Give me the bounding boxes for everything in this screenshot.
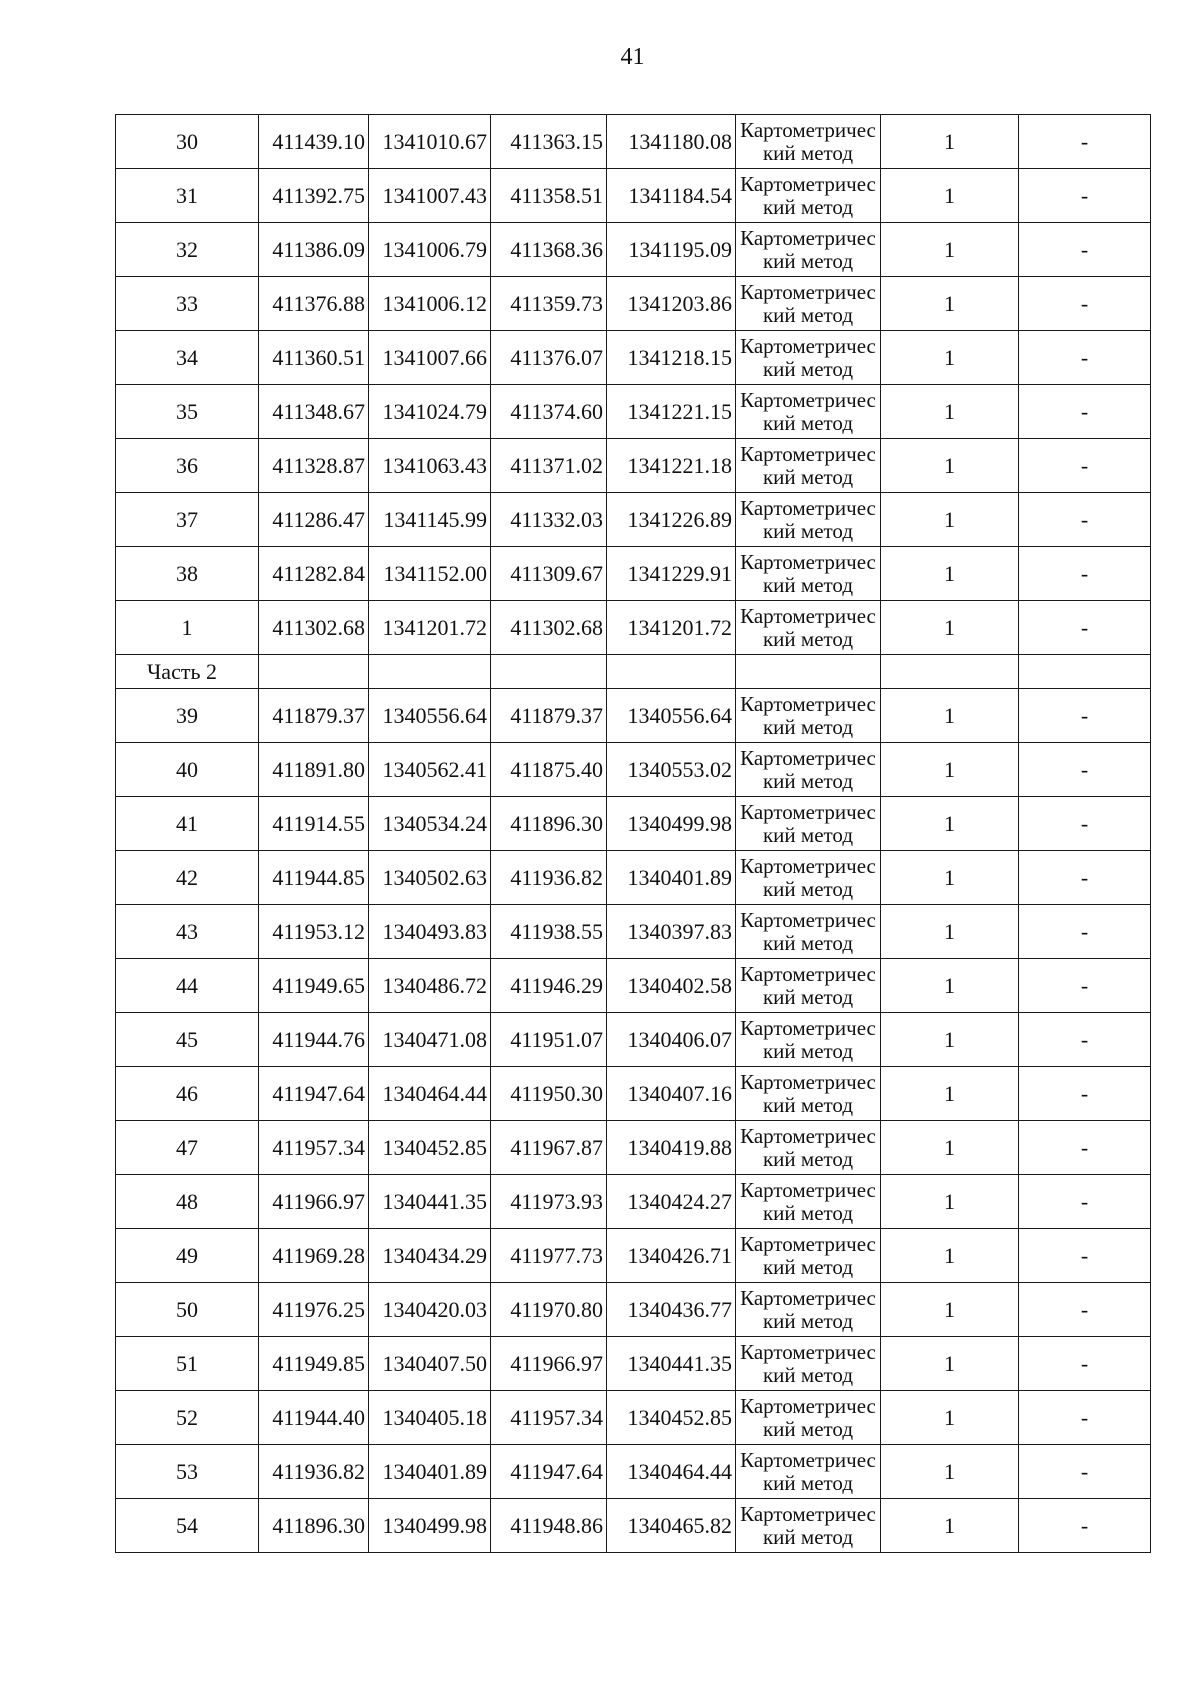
point-number-cell: 48 (116, 1175, 259, 1229)
coord-x-existing-cell: 411953.12 (259, 905, 369, 959)
table-row (116, 169, 1151, 223)
coord-y-existing-cell: 1341152.00 (369, 547, 491, 601)
coord-y-new-cell: 1340397.83 (607, 905, 736, 959)
point-number-cell: 34 (116, 331, 259, 385)
accuracy-cell: 1 (881, 743, 1019, 797)
accuracy-cell: 1 (881, 851, 1019, 905)
table-row (116, 223, 1151, 277)
method-cell: Картометрический метод (736, 743, 881, 797)
description-cell: - (1019, 331, 1151, 385)
point-number-cell: 46 (116, 1067, 259, 1121)
accuracy-cell: 1 (881, 1067, 1019, 1121)
description-cell: - (1019, 547, 1151, 601)
point-number-cell: 49 (116, 1229, 259, 1283)
point-number-cell: 50 (116, 1283, 259, 1337)
coord-x-new-cell: 411302.68 (491, 601, 607, 655)
coord-x-existing-cell: 411439.10 (259, 115, 369, 169)
coord-x-new-cell: 411966.97 (491, 1337, 607, 1391)
coord-x-new-cell: 411970.80 (491, 1283, 607, 1337)
table-row (116, 331, 1151, 385)
method-cell: Картометрический метод (736, 1499, 881, 1553)
coord-y-new-cell: 1340419.88 (607, 1121, 736, 1175)
point-number-cell: 51 (116, 1337, 259, 1391)
coord-x-new-cell: 411950.30 (491, 1067, 607, 1121)
accuracy-cell: 1 (881, 689, 1019, 743)
coord-x-new-cell: 411376.07 (491, 331, 607, 385)
table-row (116, 797, 1151, 851)
coord-x-existing-cell: 411302.68 (259, 601, 369, 655)
coord-x-new-cell: 411936.82 (491, 851, 607, 905)
coord-x-new-cell: 411951.07 (491, 1013, 607, 1067)
table-row (116, 277, 1151, 331)
coord-y-existing-cell: 1341006.79 (369, 223, 491, 277)
method-cell: Картометрический метод (736, 1013, 881, 1067)
coord-y-existing-cell: 1341006.12 (369, 277, 491, 331)
description-cell: - (1019, 1391, 1151, 1445)
method-cell: Картометрический метод (736, 1067, 881, 1121)
accuracy-cell: 1 (881, 1229, 1019, 1283)
section-row (116, 655, 1151, 689)
table-row (116, 601, 1151, 655)
method-cell: Картометрический метод (736, 277, 881, 331)
coord-x-new-cell: 411332.03 (491, 493, 607, 547)
method-cell: Картометрический метод (736, 1337, 881, 1391)
description-cell: - (1019, 1337, 1151, 1391)
table-row (116, 1337, 1151, 1391)
method-cell: Картометрический метод (736, 439, 881, 493)
coord-y-new-cell: 1341218.15 (607, 331, 736, 385)
point-number-cell: 43 (116, 905, 259, 959)
accuracy-cell: 1 (881, 547, 1019, 601)
coord-x-new-cell: 411973.93 (491, 1175, 607, 1229)
empty-cell (369, 655, 491, 689)
coord-x-existing-cell: 411328.87 (259, 439, 369, 493)
coord-y-new-cell: 1340436.77 (607, 1283, 736, 1337)
description-cell: - (1019, 439, 1151, 493)
coord-y-existing-cell: 1341145.99 (369, 493, 491, 547)
coord-x-new-cell: 411977.73 (491, 1229, 607, 1283)
table-row (116, 959, 1151, 1013)
coord-y-new-cell: 1340401.89 (607, 851, 736, 905)
table-row (116, 493, 1151, 547)
coord-x-new-cell: 411896.30 (491, 797, 607, 851)
coord-x-new-cell: 411947.64 (491, 1445, 607, 1499)
coord-y-existing-cell: 1341063.43 (369, 439, 491, 493)
method-cell: Картометрический метод (736, 493, 881, 547)
table-row (116, 439, 1151, 493)
description-cell: - (1019, 385, 1151, 439)
section-label: Часть 2 (116, 655, 259, 689)
table-row (116, 1229, 1151, 1283)
method-cell: Картометрический метод (736, 331, 881, 385)
description-cell: - (1019, 959, 1151, 1013)
point-number-cell: 53 (116, 1445, 259, 1499)
coord-y-existing-cell: 1340493.83 (369, 905, 491, 959)
description-cell: - (1019, 1229, 1151, 1283)
coord-y-existing-cell: 1340534.24 (369, 797, 491, 851)
coord-y-new-cell: 1340426.71 (607, 1229, 736, 1283)
coord-x-new-cell: 411363.15 (491, 115, 607, 169)
coord-y-new-cell: 1341195.09 (607, 223, 736, 277)
description-cell: - (1019, 851, 1151, 905)
coord-x-existing-cell: 411348.67 (259, 385, 369, 439)
coord-y-new-cell: 1340464.44 (607, 1445, 736, 1499)
coord-x-new-cell: 411368.36 (491, 223, 607, 277)
coord-y-new-cell: 1341203.86 (607, 277, 736, 331)
accuracy-cell: 1 (881, 169, 1019, 223)
method-cell: Картометрический метод (736, 1283, 881, 1337)
coord-y-existing-cell: 1340502.63 (369, 851, 491, 905)
point-number-cell: 44 (116, 959, 259, 1013)
table-row (116, 689, 1151, 743)
coord-x-existing-cell: 411947.64 (259, 1067, 369, 1121)
coord-x-existing-cell: 411392.75 (259, 169, 369, 223)
accuracy-cell: 1 (881, 601, 1019, 655)
table-row (116, 1391, 1151, 1445)
coord-x-new-cell: 411948.86 (491, 1499, 607, 1553)
point-number-cell: 31 (116, 169, 259, 223)
coord-x-new-cell: 411371.02 (491, 439, 607, 493)
coord-x-existing-cell: 411936.82 (259, 1445, 369, 1499)
method-cell: Картометрический метод (736, 1175, 881, 1229)
coord-x-existing-cell: 411944.40 (259, 1391, 369, 1445)
coord-x-existing-cell: 411896.30 (259, 1499, 369, 1553)
accuracy-cell: 1 (881, 1013, 1019, 1067)
description-cell: - (1019, 1175, 1151, 1229)
table-row (116, 1067, 1151, 1121)
accuracy-cell: 1 (881, 385, 1019, 439)
coord-y-existing-cell: 1340562.41 (369, 743, 491, 797)
table-body (116, 115, 1151, 1553)
table-row (116, 115, 1151, 169)
coord-y-existing-cell: 1340486.72 (369, 959, 491, 1013)
empty-cell (1019, 655, 1151, 689)
description-cell: - (1019, 1499, 1151, 1553)
description-cell: - (1019, 223, 1151, 277)
empty-cell (259, 655, 369, 689)
point-number-cell: 47 (116, 1121, 259, 1175)
coord-y-existing-cell: 1340434.29 (369, 1229, 491, 1283)
description-cell: - (1019, 1121, 1151, 1175)
table-row (116, 1013, 1151, 1067)
coord-x-existing-cell: 411969.28 (259, 1229, 369, 1283)
method-cell: Картометрический метод (736, 223, 881, 277)
point-number-cell: 36 (116, 439, 259, 493)
coord-y-existing-cell: 1340471.08 (369, 1013, 491, 1067)
accuracy-cell: 1 (881, 959, 1019, 1013)
method-cell: Картометрический метод (736, 1229, 881, 1283)
coord-y-existing-cell: 1341201.72 (369, 601, 491, 655)
point-number-cell: 38 (116, 547, 259, 601)
accuracy-cell: 1 (881, 797, 1019, 851)
description-cell: - (1019, 277, 1151, 331)
method-cell: Картометрический метод (736, 689, 881, 743)
method-cell: Картометрический метод (736, 601, 881, 655)
coord-x-new-cell: 411309.67 (491, 547, 607, 601)
empty-cell (491, 655, 607, 689)
point-number-cell: 35 (116, 385, 259, 439)
point-number-cell: 45 (116, 1013, 259, 1067)
coord-y-existing-cell: 1340441.35 (369, 1175, 491, 1229)
coord-x-new-cell: 411957.34 (491, 1391, 607, 1445)
coord-y-existing-cell: 1341007.43 (369, 169, 491, 223)
description-cell: - (1019, 601, 1151, 655)
method-cell: Картометрический метод (736, 547, 881, 601)
coord-x-new-cell: 411946.29 (491, 959, 607, 1013)
coord-y-existing-cell: 1341024.79 (369, 385, 491, 439)
description-cell: - (1019, 169, 1151, 223)
coord-x-new-cell: 411358.51 (491, 169, 607, 223)
coord-x-existing-cell: 411879.37 (259, 689, 369, 743)
accuracy-cell: 1 (881, 439, 1019, 493)
coordinates-table (115, 114, 1151, 1553)
coord-y-new-cell: 1341201.72 (607, 601, 736, 655)
description-cell: - (1019, 1445, 1151, 1499)
table-row (116, 1283, 1151, 1337)
method-cell: Картометрический метод (736, 169, 881, 223)
method-cell: Картометрический метод (736, 115, 881, 169)
coord-y-existing-cell: 1340407.50 (369, 1337, 491, 1391)
coord-x-existing-cell: 411949.65 (259, 959, 369, 1013)
accuracy-cell: 1 (881, 1391, 1019, 1445)
coord-x-existing-cell: 411376.88 (259, 277, 369, 331)
method-cell: Картометрический метод (736, 959, 881, 1013)
point-number-cell: 54 (116, 1499, 259, 1553)
coord-x-new-cell: 411374.60 (491, 385, 607, 439)
method-cell: Картометрический метод (736, 797, 881, 851)
point-number-cell: 39 (116, 689, 259, 743)
table-row (116, 547, 1151, 601)
point-number-cell: 42 (116, 851, 259, 905)
coord-y-existing-cell: 1340452.85 (369, 1121, 491, 1175)
coord-x-existing-cell: 411944.85 (259, 851, 369, 905)
table-row (116, 1121, 1151, 1175)
accuracy-cell: 1 (881, 1283, 1019, 1337)
accuracy-cell: 1 (881, 331, 1019, 385)
accuracy-cell: 1 (881, 115, 1019, 169)
empty-cell (607, 655, 736, 689)
coord-y-existing-cell: 1340401.89 (369, 1445, 491, 1499)
coord-y-existing-cell: 1340420.03 (369, 1283, 491, 1337)
point-number-cell: 30 (116, 115, 259, 169)
table-row (116, 1499, 1151, 1553)
point-number-cell: 1 (116, 601, 259, 655)
coord-x-existing-cell: 411914.55 (259, 797, 369, 851)
method-cell: Картометрический метод (736, 851, 881, 905)
coord-x-new-cell: 411875.40 (491, 743, 607, 797)
coord-x-existing-cell: 411949.85 (259, 1337, 369, 1391)
coord-x-new-cell: 411938.55 (491, 905, 607, 959)
point-number-cell: 41 (116, 797, 259, 851)
coord-y-new-cell: 1341226.89 (607, 493, 736, 547)
accuracy-cell: 1 (881, 1337, 1019, 1391)
table-row (116, 385, 1151, 439)
accuracy-cell: 1 (881, 1175, 1019, 1229)
coord-x-existing-cell: 411386.09 (259, 223, 369, 277)
coord-y-existing-cell: 1341007.66 (369, 331, 491, 385)
accuracy-cell: 1 (881, 1499, 1019, 1553)
coord-y-existing-cell: 1340556.64 (369, 689, 491, 743)
description-cell: - (1019, 1067, 1151, 1121)
method-cell: Картометрический метод (736, 1445, 881, 1499)
coord-y-new-cell: 1340499.98 (607, 797, 736, 851)
coord-x-existing-cell: 411966.97 (259, 1175, 369, 1229)
table-row (116, 1175, 1151, 1229)
description-cell: - (1019, 1283, 1151, 1337)
coord-y-new-cell: 1341221.18 (607, 439, 736, 493)
coord-y-new-cell: 1340407.16 (607, 1067, 736, 1121)
coord-x-new-cell: 411359.73 (491, 277, 607, 331)
description-cell: - (1019, 797, 1151, 851)
method-cell: Картометрический метод (736, 1391, 881, 1445)
description-cell: - (1019, 905, 1151, 959)
point-number-cell: 40 (116, 743, 259, 797)
accuracy-cell: 1 (881, 905, 1019, 959)
coord-y-new-cell: 1340441.35 (607, 1337, 736, 1391)
coord-x-existing-cell: 411957.34 (259, 1121, 369, 1175)
table-row (116, 743, 1151, 797)
empty-cell (736, 655, 881, 689)
empty-cell (881, 655, 1019, 689)
coord-x-existing-cell: 411286.47 (259, 493, 369, 547)
accuracy-cell: 1 (881, 1445, 1019, 1499)
coord-y-new-cell: 1340402.58 (607, 959, 736, 1013)
description-cell: - (1019, 743, 1151, 797)
coord-y-new-cell: 1340553.02 (607, 743, 736, 797)
coord-y-existing-cell: 1340405.18 (369, 1391, 491, 1445)
method-cell: Картометрический метод (736, 905, 881, 959)
coord-y-new-cell: 1340452.85 (607, 1391, 736, 1445)
coord-y-new-cell: 1341184.54 (607, 169, 736, 223)
coord-y-new-cell: 1340465.82 (607, 1499, 736, 1553)
coord-x-existing-cell: 411282.84 (259, 547, 369, 601)
method-cell: Картометрический метод (736, 1121, 881, 1175)
coord-y-existing-cell: 1340464.44 (369, 1067, 491, 1121)
coord-y-new-cell: 1340406.07 (607, 1013, 736, 1067)
point-number-cell: 52 (116, 1391, 259, 1445)
accuracy-cell: 1 (881, 493, 1019, 547)
method-cell: Картометрический метод (736, 385, 881, 439)
coord-x-existing-cell: 411360.51 (259, 331, 369, 385)
coord-y-new-cell: 1340556.64 (607, 689, 736, 743)
table-row (116, 905, 1151, 959)
table-row (116, 1445, 1151, 1499)
coord-y-existing-cell: 1340499.98 (369, 1499, 491, 1553)
coord-y-new-cell: 1341229.91 (607, 547, 736, 601)
accuracy-cell: 1 (881, 277, 1019, 331)
point-number-cell: 32 (116, 223, 259, 277)
description-cell: - (1019, 115, 1151, 169)
point-number-cell: 33 (116, 277, 259, 331)
description-cell: - (1019, 1013, 1151, 1067)
page-number: 41 (620, 44, 645, 70)
accuracy-cell: 1 (881, 1121, 1019, 1175)
description-cell: - (1019, 493, 1151, 547)
coord-x-existing-cell: 411976.25 (259, 1283, 369, 1337)
point-number-cell: 37 (116, 493, 259, 547)
coord-y-new-cell: 1340424.27 (607, 1175, 736, 1229)
coord-x-existing-cell: 411944.76 (259, 1013, 369, 1067)
accuracy-cell: 1 (881, 223, 1019, 277)
coord-x-new-cell: 411879.37 (491, 689, 607, 743)
coord-y-existing-cell: 1341010.67 (369, 115, 491, 169)
description-cell: - (1019, 689, 1151, 743)
table-row (116, 851, 1151, 905)
coord-y-new-cell: 1341221.15 (607, 385, 736, 439)
coord-y-new-cell: 1341180.08 (607, 115, 736, 169)
coord-x-new-cell: 411967.87 (491, 1121, 607, 1175)
coord-x-existing-cell: 411891.80 (259, 743, 369, 797)
